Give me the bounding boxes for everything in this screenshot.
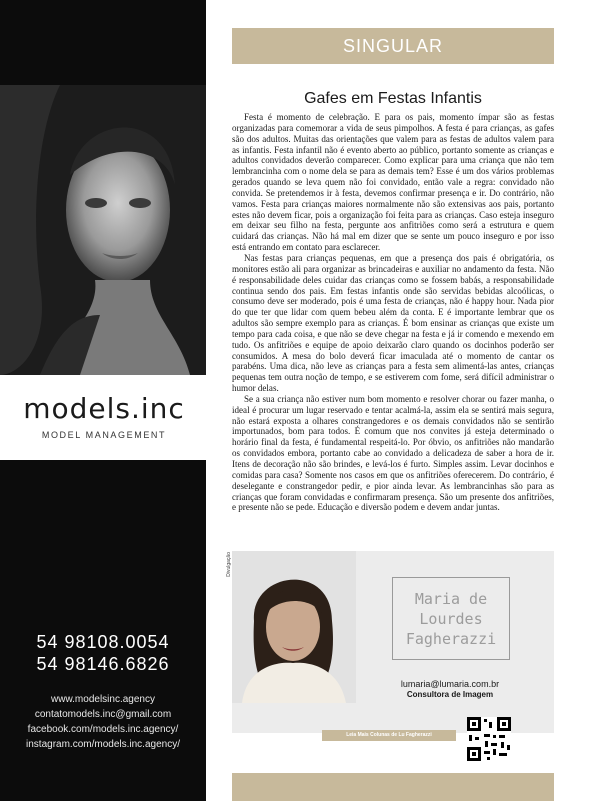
facebook-link[interactable]: facebook.com/models.inc.agency/ bbox=[27, 724, 179, 735]
footer-bar bbox=[232, 773, 554, 801]
section-title: SINGULAR bbox=[342, 36, 444, 56]
model-photo bbox=[0, 85, 206, 375]
paragraph-3: Se a sua criança não estiver num bom momento e resolver chorar ou fazer manha, o ideal é procurar um lugar reservado e tentar acalmá-la, assim ela se sentirá mais segura, não estará exposta a olhares constrangedores e os demais convidados não se sentirão importunados, bom para todos. É comum que nos convites já esteja determinado o horário final da festa, é fundamental respeitá-lo. Por óbvio, os anfitriões não mandarão os convidados embora, portanto cabe ao convidado a delicadeza de saber a hora de ir. Itens de decoração não são brindes, e levá-los é furto. Simples assim. Levar docinhos e comidas para casa? Somente nos casos em que os anfitriões oferecerem. Do contrário, é deselegante e constrangedor pedir, e pior ainda levar. As lembrancinhas são para as crianças que foram convidadas e confirmaram presença. São um presente dos anfitriões, e presente não se pede. Educação e diversão podem e devem andar juntas. bbox=[232, 393, 554, 513]
columnist-role: Consultora de Imagem bbox=[406, 690, 494, 699]
models-inc-logo: models.inc bbox=[23, 392, 185, 425]
instagram-link[interactable]: instagram.com/models.inc.agency/ bbox=[26, 739, 180, 750]
logo-subtitle: MODEL MANAGEMENT bbox=[41, 430, 167, 440]
columnist-email[interactable]: lumaria@lumaria.com.br bbox=[400, 679, 500, 689]
phone-2: 54 98146.6826 bbox=[36, 654, 170, 674]
columnist-name-line-2: Lourdes bbox=[419, 609, 483, 628]
article-headline: Gafes em Festas Infantis bbox=[304, 90, 482, 107]
website-link[interactable]: www.modelsinc.agency bbox=[51, 694, 155, 705]
photo-credit: Divulgação bbox=[226, 552, 232, 577]
columnist-photo bbox=[232, 551, 356, 703]
read-more-button[interactable]: Leia Mais Colunas de Lu Fagherazzi bbox=[322, 730, 456, 741]
phone-1: 54 98108.0054 bbox=[36, 632, 170, 652]
paragraph-2: Nas festas para crianças pequenas, em que a presença dos pais é obrigatória, os monitores estão ali para organizar as brincadeiras e auxiliar no andamento da festa. Não é responsabilidade deles cuidar das crianças como se fossem babás, a responsabilidade continua sendo dos pais. Em festas infantis onde são servidas bebidas alcoólicas, o consumo deve ser moderado, pois é uma festa de crianças, não é happy hour. Nada pior do que ter que lidar com quem bebeu além da conta. E é importante lembrar que os adultos são sempre exemplo para as crianças. É bom ensinar as crianças que existe um tempo para cada coisa, e que não se deve chegar na festa e já ir comendo e mexendo em tudo. Os anfitriões e equipe de apoio deixarão claro quando os docinhos poderão ser consumidos. A mesa do bolo deverá ficar imaculada até o momento de cantar os parabéns. Uma dica, não leve as crianças para a festa sem alimentá-las antes, crianças pequenas tem outra noção de tempo, e se estiverem com fome, será difícil administrar o humor delas. bbox=[232, 252, 554, 394]
columnist-name-line-1: Maria de bbox=[414, 589, 488, 608]
email-link[interactable]: contatomodels.inc@gmail.com bbox=[34, 709, 172, 720]
article-body bbox=[232, 112, 554, 544]
qr-code-icon[interactable] bbox=[467, 717, 511, 761]
paragraph-1: Festa é momento de celebração. E para os pais, momento ímpar são as festas organizadas para comemorar a vida de seus pimpolhos. A festa é para crianças, as gafes são dos adultos. Muitas das orientações que valem para as festas de adultos valem para as infantis. Festa infantil não é evento aberto ao público, portanto somente as crianças e adultos convidados deverão comparecer. Como explicar para uma criança que não tem lembrancinha com o nome dela se para as demais tem? Esse é um dos vários problemas gerados quando se leva quem não foi convidado, então vale a regra: convidado não convida. Se pretendemos ir à festa, devemos confirmar presença e ir. Do contrário, não vamos. Festa para crianças maiores normalmente não são extensivas aos pais, portanto estes não devem ficar, pois a organização foi feita para as crianças. Caso esteja inseguro em deixar seu filho na festa, pergunte aos anfitriões como será a estrutura e quem cuidará das crianças. Não há mal em dizer que se sente um pouco inseguro e por isso está entrando em contato para esclarecer. bbox=[232, 112, 554, 253]
columnist-name-box bbox=[392, 577, 510, 660]
columnist-name-line-3: Fagherazzi bbox=[405, 629, 497, 648]
